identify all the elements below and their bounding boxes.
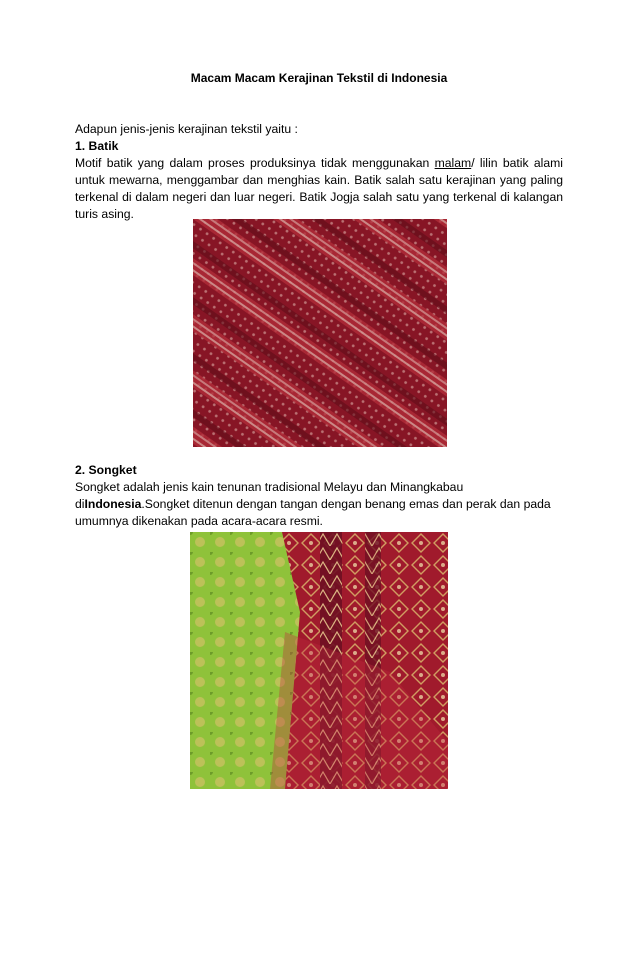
section-heading-songket: 2. Songket <box>75 463 137 477</box>
batik-fabric-image <box>193 219 447 447</box>
songket-fabric-image <box>190 532 448 789</box>
intro-text: Adapun jenis-jenis kerajinan tekstil yaitu : <box>75 122 298 136</box>
section-heading-batik: 1. Batik <box>75 139 119 153</box>
songket-prefix: di <box>75 497 85 511</box>
page-title: Macam Macam Kerajinan Tekstil di Indonesia <box>190 71 448 85</box>
batik-description <box>75 155 563 223</box>
batik-section <box>75 121 563 223</box>
batik-pattern-graphic <box>193 219 447 447</box>
malam-link[interactable]: malam <box>434 156 472 170</box>
songket-description <box>75 496 563 530</box>
indonesia-bold: Indonesia <box>84 497 142 511</box>
batik-text-1: Motif batik yang dalam proses produksinya tidak menggunakan <box>75 156 435 170</box>
songket-section <box>75 462 563 530</box>
batik-text-2: / lilin batik alami untuk mewarna, menggambar dan menghias kain. Batik salah satu kerajinan yang paling terkenal di dalam negeri dan luar negeri. Batik Jogja salah satu yang terkenal di kalangan turis asing. <box>75 156 563 221</box>
songket-rest: .Songket ditenun dengan tangan dengan benang emas dan perak dan pada umumnya dikenakan pada acara-acara resmi. <box>75 497 551 528</box>
songket-line-1: Songket adalah jenis kain tenunan tradisional Melayu dan Minangkabau <box>75 480 464 494</box>
songket-pattern-graphic <box>190 532 448 789</box>
